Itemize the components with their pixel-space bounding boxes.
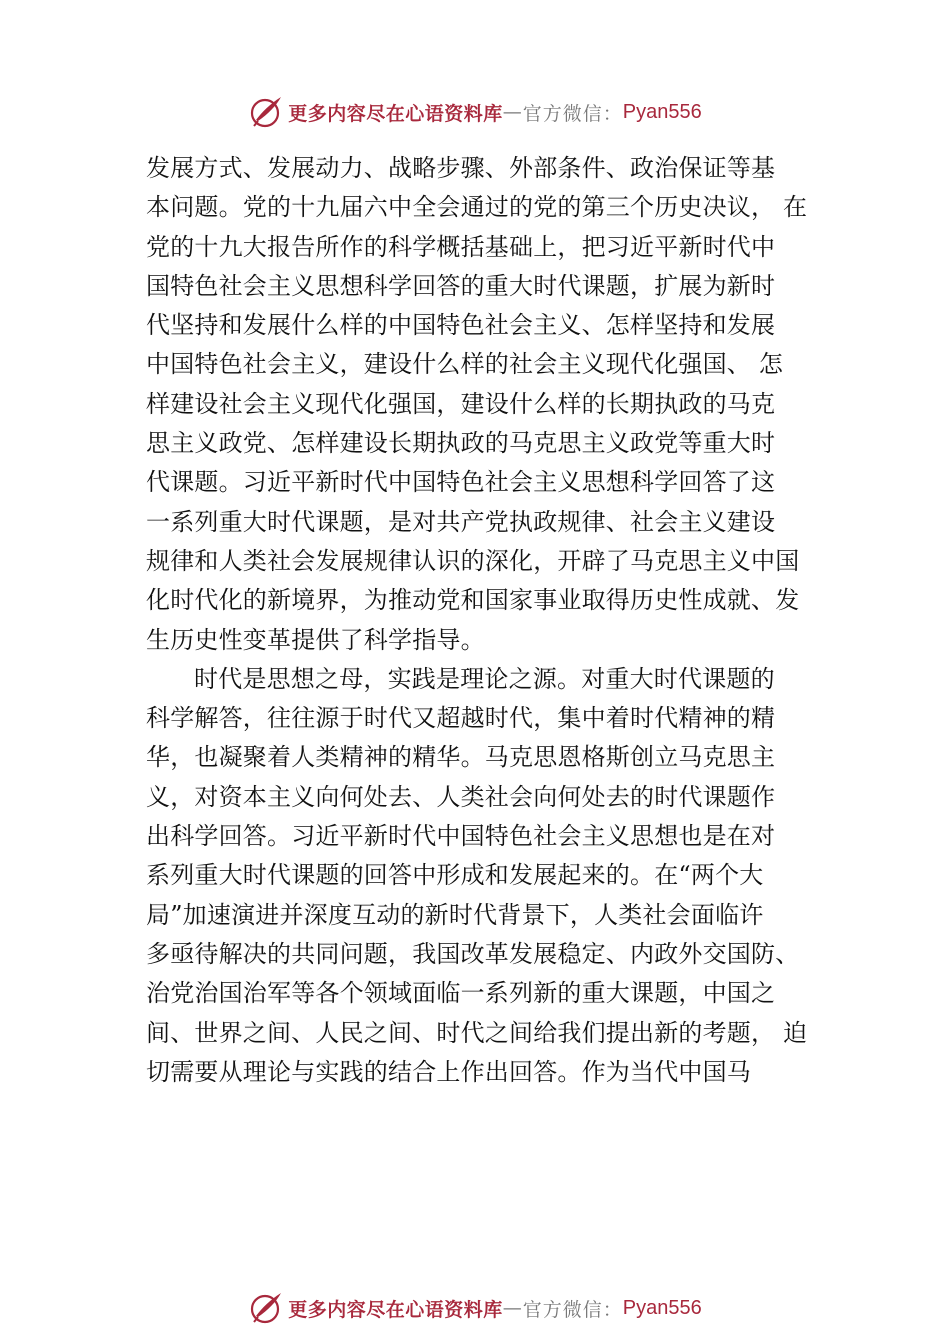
header-wechat-label: 官方微信：: [522, 102, 623, 125]
header-dash: —: [502, 101, 523, 123]
text-line: 多亟待解决的共同问题，我国改革发展稳定、内政外交国防、: [146, 939, 800, 968]
text-line: 思主义政党、怎样建设长期执政的马克思主义政党等重大时: [146, 429, 776, 458]
text-line: 样建设社会主义现代化强国，建设什么样的长期执政的马克: [146, 389, 776, 418]
text-line: 化时代化的新境界，为推动党和国家事业取得历史性成就、发: [146, 586, 800, 615]
text-line: 华，也凝聚着人类精神的精华。马克思恩格斯创立马克思主: [146, 743, 776, 772]
text-line: 生历史性变革提供了科学指导。: [146, 625, 485, 654]
header-wechat-id: Pyan556: [622, 100, 702, 123]
text-line: 间、世界之间、人民之间、时代之间给我们提出新的考题， 迫: [146, 1018, 808, 1047]
text-line: 发展方式、发展动力、战略步骤、外部条件、政治保证等基: [146, 154, 776, 182]
text-line: 党的十九大报告所作的科学概括基础上，把习近平新时代中: [146, 232, 776, 261]
footer-banner: [0, 1290, 950, 1326]
text-line: 科学解答，往往源于时代又超越时代，集中着时代精神的精: [146, 704, 776, 733]
text-line: 义，对资本主义向何处去、人类社会向何处去的时代课题作: [146, 782, 776, 811]
header-banner: [0, 94, 950, 130]
quill-logo-icon: [248, 94, 284, 130]
text-line: 局”加速演进并深度互动的新时代背景下，人类社会面临许: [146, 900, 764, 929]
footer-wechat-label: 官方微信：: [522, 1298, 623, 1321]
text-line: 规律和人类社会发展规律认识的深化，开辟了马克思主义中国: [146, 546, 800, 575]
text-line: 系列重大时代课题的回答中形成和发展起来的。在“两个大: [146, 861, 764, 890]
text-line: 治党治国治军等各个领域面临一系列新的重大课题，中国之: [146, 979, 776, 1008]
footer-brand-text: 更多内容尽在心语资料库: [288, 1298, 503, 1321]
footer-dash: —: [502, 1297, 523, 1319]
text-line: 出科学回答。习近平新时代中国特色社会主义思想也是在对: [146, 822, 776, 851]
header-brand-text: 更多内容尽在心语资料库: [288, 102, 503, 125]
document-body: [146, 149, 822, 1092]
text-line: 中国特色社会主义，建设什么样的社会主义现代化强国、 怎: [146, 350, 784, 379]
text-line: 切需要从理论与实践的结合上作出回答。作为当代中国马: [146, 1057, 751, 1086]
text-line: 代坚持和发展什么样的中国特色社会主义、怎样坚持和发展: [146, 311, 776, 340]
text-line: 国特色社会主义思想科学回答的重大时代课题，扩展为新时: [146, 271, 776, 300]
quill-logo-icon: [248, 1290, 284, 1326]
text-line: 代课题。习近平新时代中国特色社会主义思想科学回答了这: [146, 468, 776, 497]
text-line: 本问题。党的十九届六中全会通过的党的第三个历史决议， 在: [146, 193, 808, 222]
text-line-paragraph-start: 时代是思想之母，实践是理论之源。对重大时代课题的: [194, 664, 775, 693]
footer-wechat-id: Pyan556: [622, 1296, 702, 1319]
text-line: 一系列重大时代课题，是对共产党执政规律、社会主义建设: [146, 507, 776, 536]
